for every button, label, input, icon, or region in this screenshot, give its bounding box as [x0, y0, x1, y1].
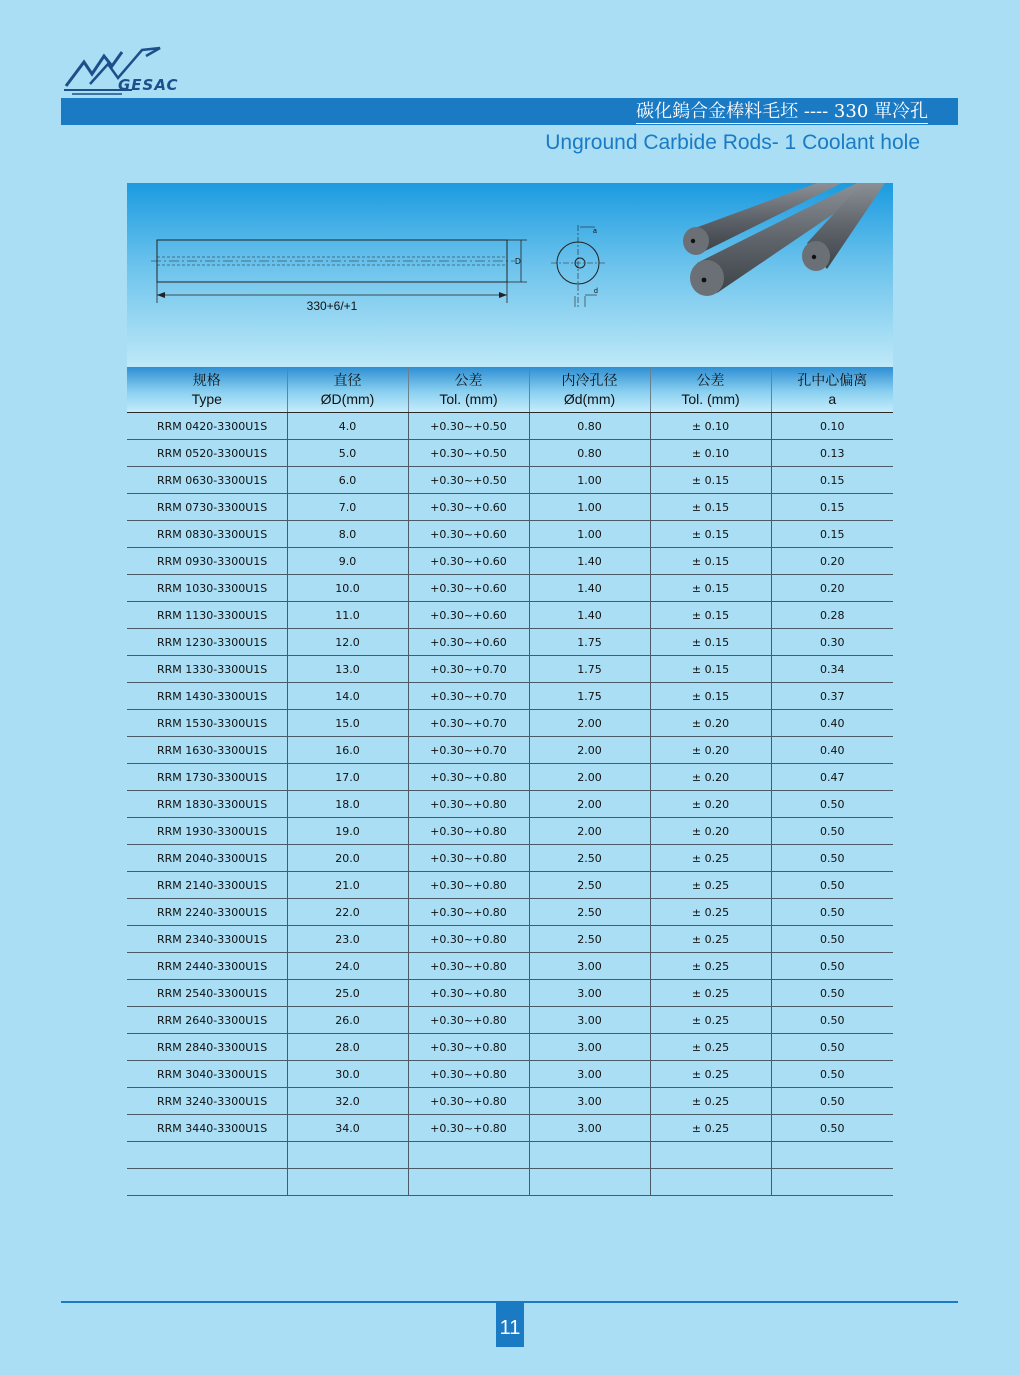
- offset-cell: 0.15: [771, 467, 893, 494]
- hole-diameter-cell: 3.00: [529, 1115, 650, 1142]
- hole-diameter-cell: 2.50: [529, 845, 650, 872]
- offset-cell: 0.15: [771, 521, 893, 548]
- hole-diameter-cell: 2.00: [529, 764, 650, 791]
- hole-tolerance-cell: ± 0.25: [650, 845, 771, 872]
- table-row: [127, 980, 893, 1007]
- column-header-cn: 公差: [454, 371, 483, 388]
- spec-table: [127, 367, 893, 1196]
- hole-tolerance-cell: ± 0.25: [650, 1061, 771, 1088]
- column-header: [127, 367, 287, 413]
- hole-diameter-label: d: [594, 288, 598, 295]
- diameter-tolerance-cell: +0.30~+0.80: [408, 926, 529, 953]
- type-cell: RRM 1230-3300U1S: [127, 629, 287, 656]
- type-cell: RRM 1930-3300U1S: [127, 818, 287, 845]
- hole-diameter-cell: 3.00: [529, 1034, 650, 1061]
- offset-cell: 0.50: [771, 926, 893, 953]
- table-row: [127, 818, 893, 845]
- hole-diameter-cell: 1.00: [529, 467, 650, 494]
- hole-diameter-cell: 2.00: [529, 791, 650, 818]
- table-row: [127, 575, 893, 602]
- hole-tolerance-cell: ± 0.25: [650, 872, 771, 899]
- diameter-tolerance-cell: +0.30~+0.80: [408, 1061, 529, 1088]
- column-header-en: Tol. (mm): [681, 390, 740, 407]
- diameter-tolerance-cell: +0.30~+0.80: [408, 1034, 529, 1061]
- offset-cell: 0.20: [771, 575, 893, 602]
- hole-tolerance-cell: ± 0.20: [650, 791, 771, 818]
- offset-cell: 0.50: [771, 953, 893, 980]
- hole-diameter-cell: 3.00: [529, 1061, 650, 1088]
- diameter-cell: 28.0: [287, 1034, 408, 1061]
- diameter-cell: 19.0: [287, 818, 408, 845]
- table-row: [127, 1034, 893, 1061]
- offset-cell: 0.40: [771, 737, 893, 764]
- diameter-cell: 32.0: [287, 1088, 408, 1115]
- offset-cell: 0.30: [771, 629, 893, 656]
- table-header-row: [127, 367, 893, 413]
- diameter-tolerance-cell: +0.30~+0.80: [408, 845, 529, 872]
- diameter-cell: 21.0: [287, 872, 408, 899]
- hole-diameter-cell: 3.00: [529, 980, 650, 1007]
- hole-diameter-cell: 2.00: [529, 737, 650, 764]
- diameter-tolerance-cell: +0.30~+0.80: [408, 899, 529, 926]
- hole-tolerance-cell: ± 0.25: [650, 1034, 771, 1061]
- type-cell: RRM 1430-3300U1S: [127, 683, 287, 710]
- diameter-cell: 16.0: [287, 737, 408, 764]
- diameter-tolerance-cell: +0.30~+0.80: [408, 818, 529, 845]
- offset-cell: 0.50: [771, 1115, 893, 1142]
- type-cell: RRM 2040-3300U1S: [127, 845, 287, 872]
- column-header-en: Ød(mm): [563, 390, 616, 407]
- hole-diameter-cell: 3.00: [529, 1088, 650, 1115]
- table-row: [127, 1115, 893, 1142]
- diameter-cell: 15.0: [287, 710, 408, 737]
- diameter-cell: 23.0: [287, 926, 408, 953]
- table-row: [127, 494, 893, 521]
- diameter-tolerance-cell: +0.30~+0.60: [408, 494, 529, 521]
- table-row: [127, 926, 893, 953]
- hole-diameter-cell: 1.75: [529, 683, 650, 710]
- offset-cell: 0.50: [771, 845, 893, 872]
- column-header: [529, 367, 650, 413]
- hole-tolerance-cell: [650, 1142, 771, 1169]
- type-cell: RRM 0930-3300U1S: [127, 548, 287, 575]
- title-bar: [61, 98, 958, 125]
- diameter-tolerance-cell: +0.30~+0.60: [408, 602, 529, 629]
- diameter-tolerance-cell: +0.30~+0.70: [408, 656, 529, 683]
- diameter-cell: 13.0: [287, 656, 408, 683]
- hole-diameter-cell: [529, 1142, 650, 1169]
- type-cell: RRM 1130-3300U1S: [127, 602, 287, 629]
- diameter-tolerance-cell: +0.30~+0.70: [408, 710, 529, 737]
- offset-cell: 0.50: [771, 980, 893, 1007]
- hole-tolerance-cell: ± 0.15: [650, 602, 771, 629]
- table-body: [127, 413, 893, 1196]
- diameter-tolerance-cell: +0.30~+0.80: [408, 953, 529, 980]
- hole-diameter-cell: 1.75: [529, 656, 650, 683]
- table-row: [127, 791, 893, 818]
- type-cell: RRM 1730-3300U1S: [127, 764, 287, 791]
- type-cell: RRM 0630-3300U1S: [127, 467, 287, 494]
- offset-cell: 0.50: [771, 1007, 893, 1034]
- hole-tolerance-cell: ± 0.25: [650, 980, 771, 1007]
- table-row: [127, 1142, 893, 1169]
- rod-photo: [683, 183, 885, 296]
- diameter-cell: 4.0: [287, 413, 408, 440]
- hole-tolerance-cell: ± 0.25: [650, 926, 771, 953]
- hole-tolerance-cell: ± 0.15: [650, 629, 771, 656]
- diameter-tolerance-cell: +0.30~+0.60: [408, 629, 529, 656]
- hole-diameter-cell: 1.40: [529, 575, 650, 602]
- diameter-tolerance-cell: +0.30~+0.70: [408, 683, 529, 710]
- offset-cell: 0.20: [771, 548, 893, 575]
- diameter-cell: 8.0: [287, 521, 408, 548]
- diameter-tolerance-cell: +0.30~+0.50: [408, 413, 529, 440]
- table-row: [127, 656, 893, 683]
- technical-drawing: [127, 183, 893, 368]
- hole-diameter-cell: 2.50: [529, 926, 650, 953]
- type-cell: RRM 1030-3300U1S: [127, 575, 287, 602]
- diameter-cell: 17.0: [287, 764, 408, 791]
- hole-diameter-cell: 0.80: [529, 440, 650, 467]
- table-row: [127, 521, 893, 548]
- column-header-en: Tol. (mm): [439, 390, 498, 407]
- column-header-en: a: [828, 390, 837, 407]
- column-header-cn: 规格: [192, 371, 221, 388]
- column-header-cn: 内冷孔径: [561, 371, 618, 388]
- hole-diameter-cell: 1.40: [529, 602, 650, 629]
- diameter-tolerance-cell: +0.30~+0.80: [408, 872, 529, 899]
- offset-cell: 0.40: [771, 710, 893, 737]
- diameter-tolerance-cell: +0.30~+0.80: [408, 791, 529, 818]
- hole-tolerance-cell: ± 0.15: [650, 494, 771, 521]
- offset-cell: [771, 1169, 893, 1196]
- column-header: [287, 367, 408, 413]
- column-header: [771, 367, 893, 413]
- page-number: 11: [496, 1301, 524, 1347]
- table-row: [127, 548, 893, 575]
- length-dimension-label: 330+6/+1: [306, 299, 358, 313]
- diameter-cell: [287, 1169, 408, 1196]
- offset-cell: [771, 1142, 893, 1169]
- hole-tolerance-cell: ± 0.25: [650, 899, 771, 926]
- offset-cell: 0.15: [771, 494, 893, 521]
- type-cell: RRM 0730-3300U1S: [127, 494, 287, 521]
- diameter-cell: 10.0: [287, 575, 408, 602]
- type-cell: RRM 3240-3300U1S: [127, 1088, 287, 1115]
- diameter-tolerance-cell: +0.30~+0.60: [408, 575, 529, 602]
- diameter-tolerance-cell: +0.30~+0.50: [408, 467, 529, 494]
- column-header-cn: 孔中心偏离: [797, 371, 868, 388]
- hole-tolerance-cell: ± 0.15: [650, 521, 771, 548]
- logo-text: GESAC: [118, 76, 179, 94]
- table-row: [127, 1007, 893, 1034]
- type-cell: RRM 0830-3300U1S: [127, 521, 287, 548]
- type-cell: RRM 3440-3300U1S: [127, 1115, 287, 1142]
- type-cell: RRM 2240-3300U1S: [127, 899, 287, 926]
- column-header-cn: 公差: [696, 371, 725, 388]
- hole-diameter-cell: 1.00: [529, 494, 650, 521]
- type-cell: RRM 1630-3300U1S: [127, 737, 287, 764]
- diameter-cell: 5.0: [287, 440, 408, 467]
- offset-label: a: [593, 228, 597, 235]
- offset-cell: 0.50: [771, 899, 893, 926]
- type-cell: RRM 0520-3300U1S: [127, 440, 287, 467]
- diameter-cell: 25.0: [287, 980, 408, 1007]
- offset-cell: 0.50: [771, 872, 893, 899]
- diameter-cell: [287, 1142, 408, 1169]
- diameter-tolerance-cell: +0.30~+0.80: [408, 980, 529, 1007]
- hole-diameter-cell: 1.40: [529, 548, 650, 575]
- hole-diameter-cell: 1.00: [529, 521, 650, 548]
- diameter-tolerance-cell: [408, 1169, 529, 1196]
- table-row: [127, 602, 893, 629]
- table-row: [127, 467, 893, 494]
- column-header-en: ØD(mm): [320, 390, 375, 407]
- type-cell: RRM 2340-3300U1S: [127, 926, 287, 953]
- hole-tolerance-cell: ± 0.10: [650, 440, 771, 467]
- diameter-cell: 34.0: [287, 1115, 408, 1142]
- table-row: [127, 1169, 893, 1196]
- hole-tolerance-cell: ± 0.15: [650, 548, 771, 575]
- diameter-tolerance-cell: +0.30~+0.60: [408, 548, 529, 575]
- table-row: [127, 845, 893, 872]
- type-cell: [127, 1169, 287, 1196]
- offset-cell: 0.37: [771, 683, 893, 710]
- hole-tolerance-cell: ± 0.20: [650, 710, 771, 737]
- hole-diameter-cell: 1.75: [529, 629, 650, 656]
- page-title-en: Unground Carbide Rods- 1 Coolant hole: [545, 131, 920, 154]
- page-title-cn: 碳化鎢合金棒料毛坯 ---- 330 單冷孔: [636, 101, 928, 122]
- type-cell: RRM 0420-3300U1S: [127, 413, 287, 440]
- offset-cell: 0.50: [771, 791, 893, 818]
- diameter-tolerance-cell: +0.30~+0.80: [408, 1115, 529, 1142]
- table-row: [127, 440, 893, 467]
- type-cell: [127, 1142, 287, 1169]
- type-cell: RRM 2140-3300U1S: [127, 872, 287, 899]
- table-row: [127, 413, 893, 440]
- table-row: [127, 710, 893, 737]
- offset-cell: 0.34: [771, 656, 893, 683]
- diameter-tolerance-cell: +0.30~+0.80: [408, 1007, 529, 1034]
- diameter-cell: 20.0: [287, 845, 408, 872]
- hole-tolerance-cell: ± 0.25: [650, 1007, 771, 1034]
- diameter-label: D: [515, 257, 521, 266]
- hole-diameter-cell: [529, 1169, 650, 1196]
- diameter-cell: 18.0: [287, 791, 408, 818]
- hole-tolerance-cell: ± 0.20: [650, 737, 771, 764]
- column-header: [408, 367, 529, 413]
- table-row: [127, 683, 893, 710]
- hole-tolerance-cell: ± 0.25: [650, 1088, 771, 1115]
- hole-tolerance-cell: ± 0.25: [650, 1115, 771, 1142]
- hole-tolerance-cell: ± 0.10: [650, 413, 771, 440]
- hole-tolerance-cell: ± 0.15: [650, 683, 771, 710]
- hole-diameter-cell: 2.00: [529, 818, 650, 845]
- table-row: [127, 899, 893, 926]
- hole-tolerance-cell: ± 0.15: [650, 656, 771, 683]
- hole-tolerance-cell: [650, 1169, 771, 1196]
- diameter-cell: 26.0: [287, 1007, 408, 1034]
- offset-cell: 0.50: [771, 1034, 893, 1061]
- table-row: [127, 953, 893, 980]
- diameter-tolerance-cell: +0.30~+0.80: [408, 764, 529, 791]
- type-cell: RRM 1330-3300U1S: [127, 656, 287, 683]
- diameter-cell: 6.0: [287, 467, 408, 494]
- hole-tolerance-cell: ± 0.20: [650, 764, 771, 791]
- offset-cell: 0.10: [771, 413, 893, 440]
- hole-tolerance-cell: ± 0.20: [650, 818, 771, 845]
- type-cell: RRM 1530-3300U1S: [127, 710, 287, 737]
- diameter-cell: 7.0: [287, 494, 408, 521]
- offset-cell: 0.47: [771, 764, 893, 791]
- table-row: [127, 737, 893, 764]
- hole-diameter-cell: 2.00: [529, 710, 650, 737]
- hole-diameter-cell: 2.50: [529, 899, 650, 926]
- table-row: [127, 872, 893, 899]
- diameter-tolerance-cell: +0.30~+0.80: [408, 1088, 529, 1115]
- hole-tolerance-cell: ± 0.15: [650, 575, 771, 602]
- hole-tolerance-cell: ± 0.25: [650, 953, 771, 980]
- diameter-cell: 9.0: [287, 548, 408, 575]
- diameter-tolerance-cell: +0.30~+0.50: [408, 440, 529, 467]
- diameter-cell: 11.0: [287, 602, 408, 629]
- product-figure: [127, 183, 893, 368]
- table-row: [127, 1061, 893, 1088]
- diameter-tolerance-cell: +0.30~+0.70: [408, 737, 529, 764]
- diameter-tolerance-cell: [408, 1142, 529, 1169]
- hole-diameter-cell: 3.00: [529, 953, 650, 980]
- offset-cell: 0.50: [771, 1088, 893, 1115]
- hole-diameter-cell: 2.50: [529, 872, 650, 899]
- type-cell: RRM 2840-3300U1S: [127, 1034, 287, 1061]
- diameter-tolerance-cell: +0.30~+0.60: [408, 521, 529, 548]
- type-cell: RRM 1830-3300U1S: [127, 791, 287, 818]
- diameter-cell: 30.0: [287, 1061, 408, 1088]
- type-cell: RRM 3040-3300U1S: [127, 1061, 287, 1088]
- type-cell: RRM 2440-3300U1S: [127, 953, 287, 980]
- offset-cell: 0.50: [771, 1061, 893, 1088]
- offset-cell: 0.13: [771, 440, 893, 467]
- table-row: [127, 764, 893, 791]
- hole-diameter-cell: 0.80: [529, 413, 650, 440]
- table-row: [127, 1088, 893, 1115]
- column-header: [650, 367, 771, 413]
- hole-tolerance-cell: ± 0.15: [650, 467, 771, 494]
- diameter-cell: 12.0: [287, 629, 408, 656]
- offset-cell: 0.28: [771, 602, 893, 629]
- offset-cell: 0.50: [771, 818, 893, 845]
- table-row: [127, 629, 893, 656]
- diameter-cell: 24.0: [287, 953, 408, 980]
- diameter-cell: 22.0: [287, 899, 408, 926]
- type-cell: RRM 2640-3300U1S: [127, 1007, 287, 1034]
- diameter-cell: 14.0: [287, 683, 408, 710]
- column-header-cn: 直径: [333, 371, 362, 388]
- hole-diameter-cell: 3.00: [529, 1007, 650, 1034]
- type-cell: RRM 2540-3300U1S: [127, 980, 287, 1007]
- column-header-en: Type: [191, 390, 222, 407]
